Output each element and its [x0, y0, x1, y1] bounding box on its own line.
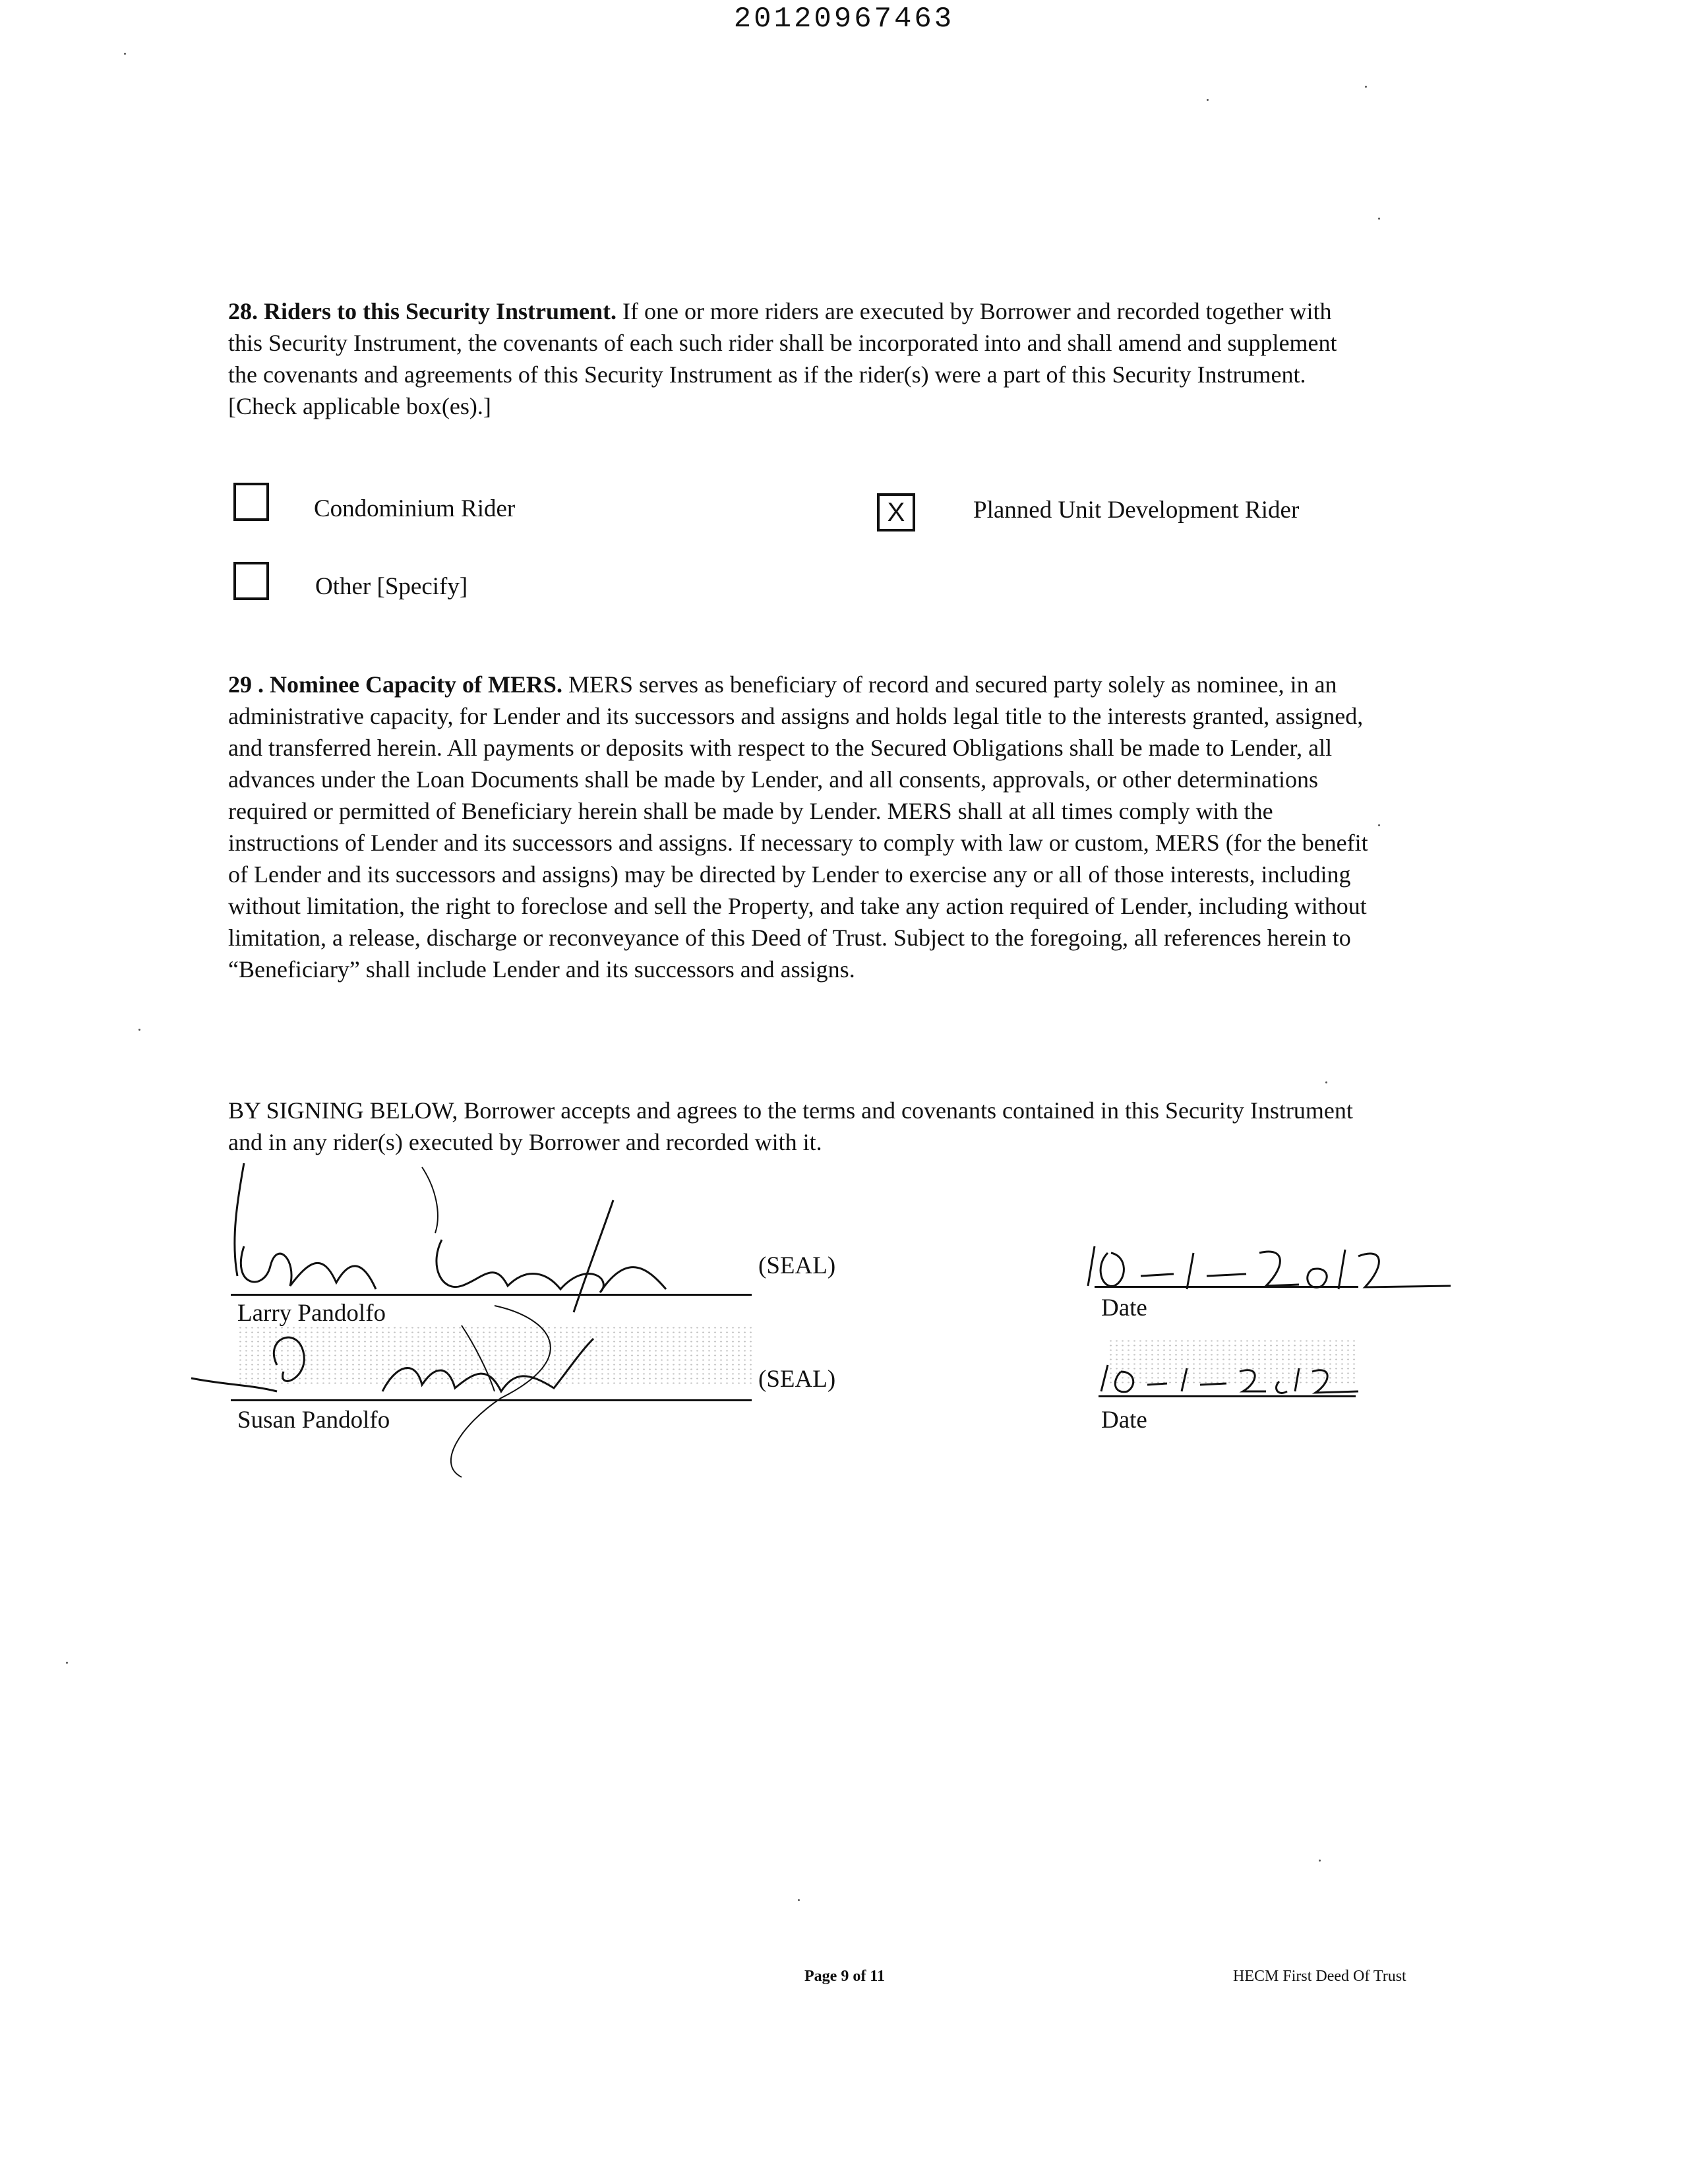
scan-speck	[798, 1899, 800, 1901]
other-rider-label: Other [Specify]	[315, 573, 468, 600]
larry-date-line	[1095, 1286, 1358, 1288]
document-type: HECM First Deed Of Trust	[1233, 1968, 1406, 1985]
susan-seal-label: (SEAL)	[758, 1366, 836, 1393]
page-number: Page 9 of 11	[804, 1968, 885, 1985]
susan-signature-line	[231, 1399, 752, 1401]
scan-speck	[1319, 1860, 1321, 1862]
larry-date-label: Date	[1101, 1294, 1147, 1321]
section-28	[228, 295, 1369, 422]
section-28-number: 28.	[228, 298, 258, 324]
section-28-text: If one or more riders are executed by Borrower and recorded together with this Security Instrument, the covenants of each such rider shall be incorporated into and shall amend and supplement the covenants and agreements of this Security Instrument as if the rider(s) were a part of this Security Instrument. [Check applicable box(es).]	[228, 298, 1337, 419]
other-rider-checkbox[interactable]	[233, 562, 269, 600]
susan-date-label: Date	[1101, 1407, 1147, 1434]
scan-speck	[138, 1029, 140, 1031]
susan-name: Susan Pandolfo	[237, 1407, 390, 1434]
scan-speck	[1325, 1081, 1327, 1083]
scan-speck	[124, 53, 126, 55]
scan-speck	[1365, 86, 1367, 88]
larry-seal-label: (SEAL)	[758, 1252, 836, 1279]
document-number: 20120967463	[733, 3, 955, 36]
section-28-paragraph	[228, 295, 1369, 422]
susan-signature-image	[185, 1292, 712, 1490]
signing-statement-text: BY SIGNING BELOW, Borrower accepts and agrees to the terms and covenants contained in this Security Instrument and in any rider(s) executed by Borrower and recorded with it.	[228, 1097, 1353, 1155]
section-28-title: Riders to this Security Instrument.	[264, 298, 617, 324]
section-29-number: 29 .	[228, 671, 264, 698]
scan-speck	[1378, 218, 1380, 220]
scan-speck	[66, 1662, 68, 1664]
section-29-title: Nominee Capacity of MERS.	[270, 671, 562, 698]
pud-rider-label: Planned Unit Development Rider	[973, 497, 1300, 524]
condominium-rider-label: Condominium Rider	[314, 495, 516, 522]
section-29	[228, 669, 1369, 985]
scan-speck	[1378, 824, 1380, 826]
pud-rider-checkbox[interactable]: X	[877, 493, 915, 531]
section-29-paragraph	[228, 669, 1369, 985]
signing-statement	[228, 1095, 1382, 1158]
scan-speck	[1207, 99, 1209, 101]
susan-date-line	[1099, 1395, 1356, 1397]
larry-name: Larry Pandolfo	[237, 1300, 386, 1327]
condominium-rider-checkbox[interactable]	[233, 483, 269, 521]
susan-date-handwritten	[1095, 1358, 1372, 1405]
section-29-text: MERS serves as beneficiary of record and secured party solely as nominee, in an administrative capacity, for Lender and its successors and assigns and holds legal title to the interests granted, assigned, and transferred herein. All payments or deposits with respect to the Secured Obligations shall be made to Lender, all advances under the Loan Documents shall be made by Lender, and all consents, approvals, or other determinations required or permitted of Beneficiary herein shall be made by Lender. MERS shall at all times comply with the instructions of Lender and its successors and assigns. If necessary to comply with law or custom, MERS (for the benefit of Lender and its successors and assigns) may be directed by Lender to exercise any or all of those interests, including without limitation, the right to foreclose and sell the Property, and take any action required of Lender, including without limitation, a release, discharge or reconveyance of this Deed of Trust. Subject to the foregoing, all references herein to “Beneficiary” shall include Lender and its successors and assigns.	[228, 671, 1368, 983]
